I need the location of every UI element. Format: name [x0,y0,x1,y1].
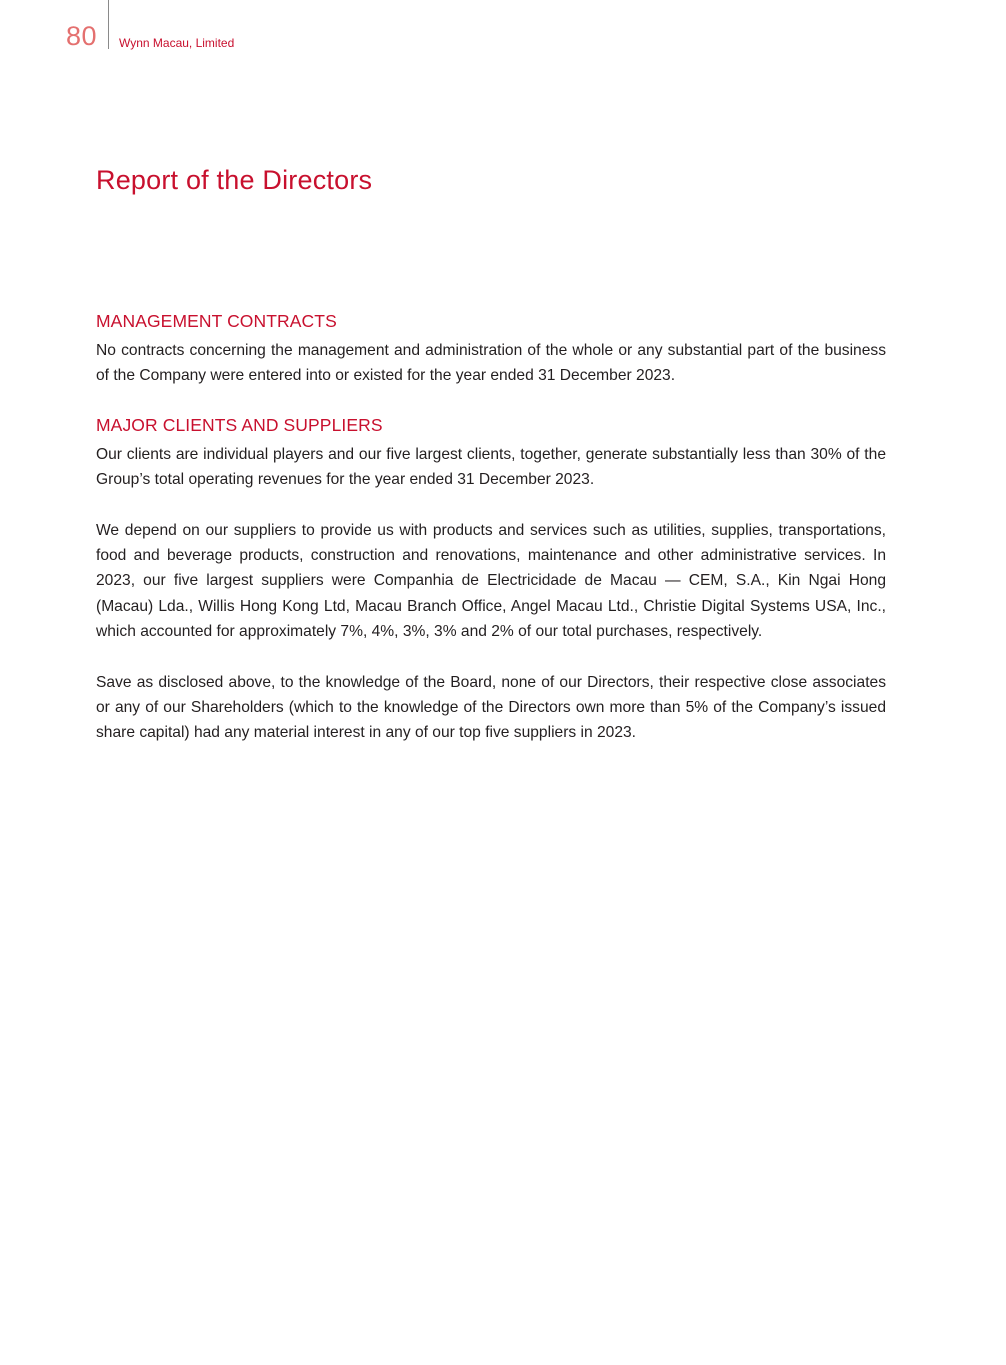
section-major-clients-and-suppliers [96,414,886,746]
paragraph: We depend on our suppliers to provide us with products and services such as utilities, supplies, transportations, food and beverage products, construction and renovations, maintenance and other administrative services. In 2023, our five largest suppliers were Companhia de Electricidade de Macau — CEM, S.A., Kin Ngai Hong (Macau) Lda., Willis Hong Kong Ltd, Macau Branch Office, Angel Macau Ltd., Christie Digital Systems USA, Inc., which accounted for approximately 7%, 4%, 3%, 3% and 2% of our total purchases, respectively. [96,521,886,641]
company-name: Wynn Macau, Limited [119,36,235,50]
spacer [96,645,886,670]
page-title: Report of the Directors [96,165,373,195]
section-management-contracts [96,310,886,389]
section-heading: MANAGEMENT CONTRACTS [96,311,337,331]
page-number: 80 [66,21,98,51]
page-header [66,0,235,52]
paragraph: Save as disclosed above, to the knowledge of the Board, none of our Directors, their respective close associates or any of our Shareholders (which to the knowledge of the Directors own more than 5% of the Company’s issued share capital) had any material interest in any of our top five suppliers in 2023. [96,673,886,742]
main-content [96,310,886,746]
spacer [96,493,886,518]
paragraph: No contracts concerning the management and administration of the whole or any substantial part of the business of the Company were entered into or existed for the year ended 31 December 2023. [96,342,886,385]
section-heading: MAJOR CLIENTS AND SUPPLIERS [96,414,383,435]
spacer [96,389,886,414]
header-divider [108,0,109,49]
paragraph: Our clients are individual players and our five largest clients, together, generate substantially less than 30% of the Group’s total operating revenues for the year ended 31 December 2023. [96,445,886,489]
